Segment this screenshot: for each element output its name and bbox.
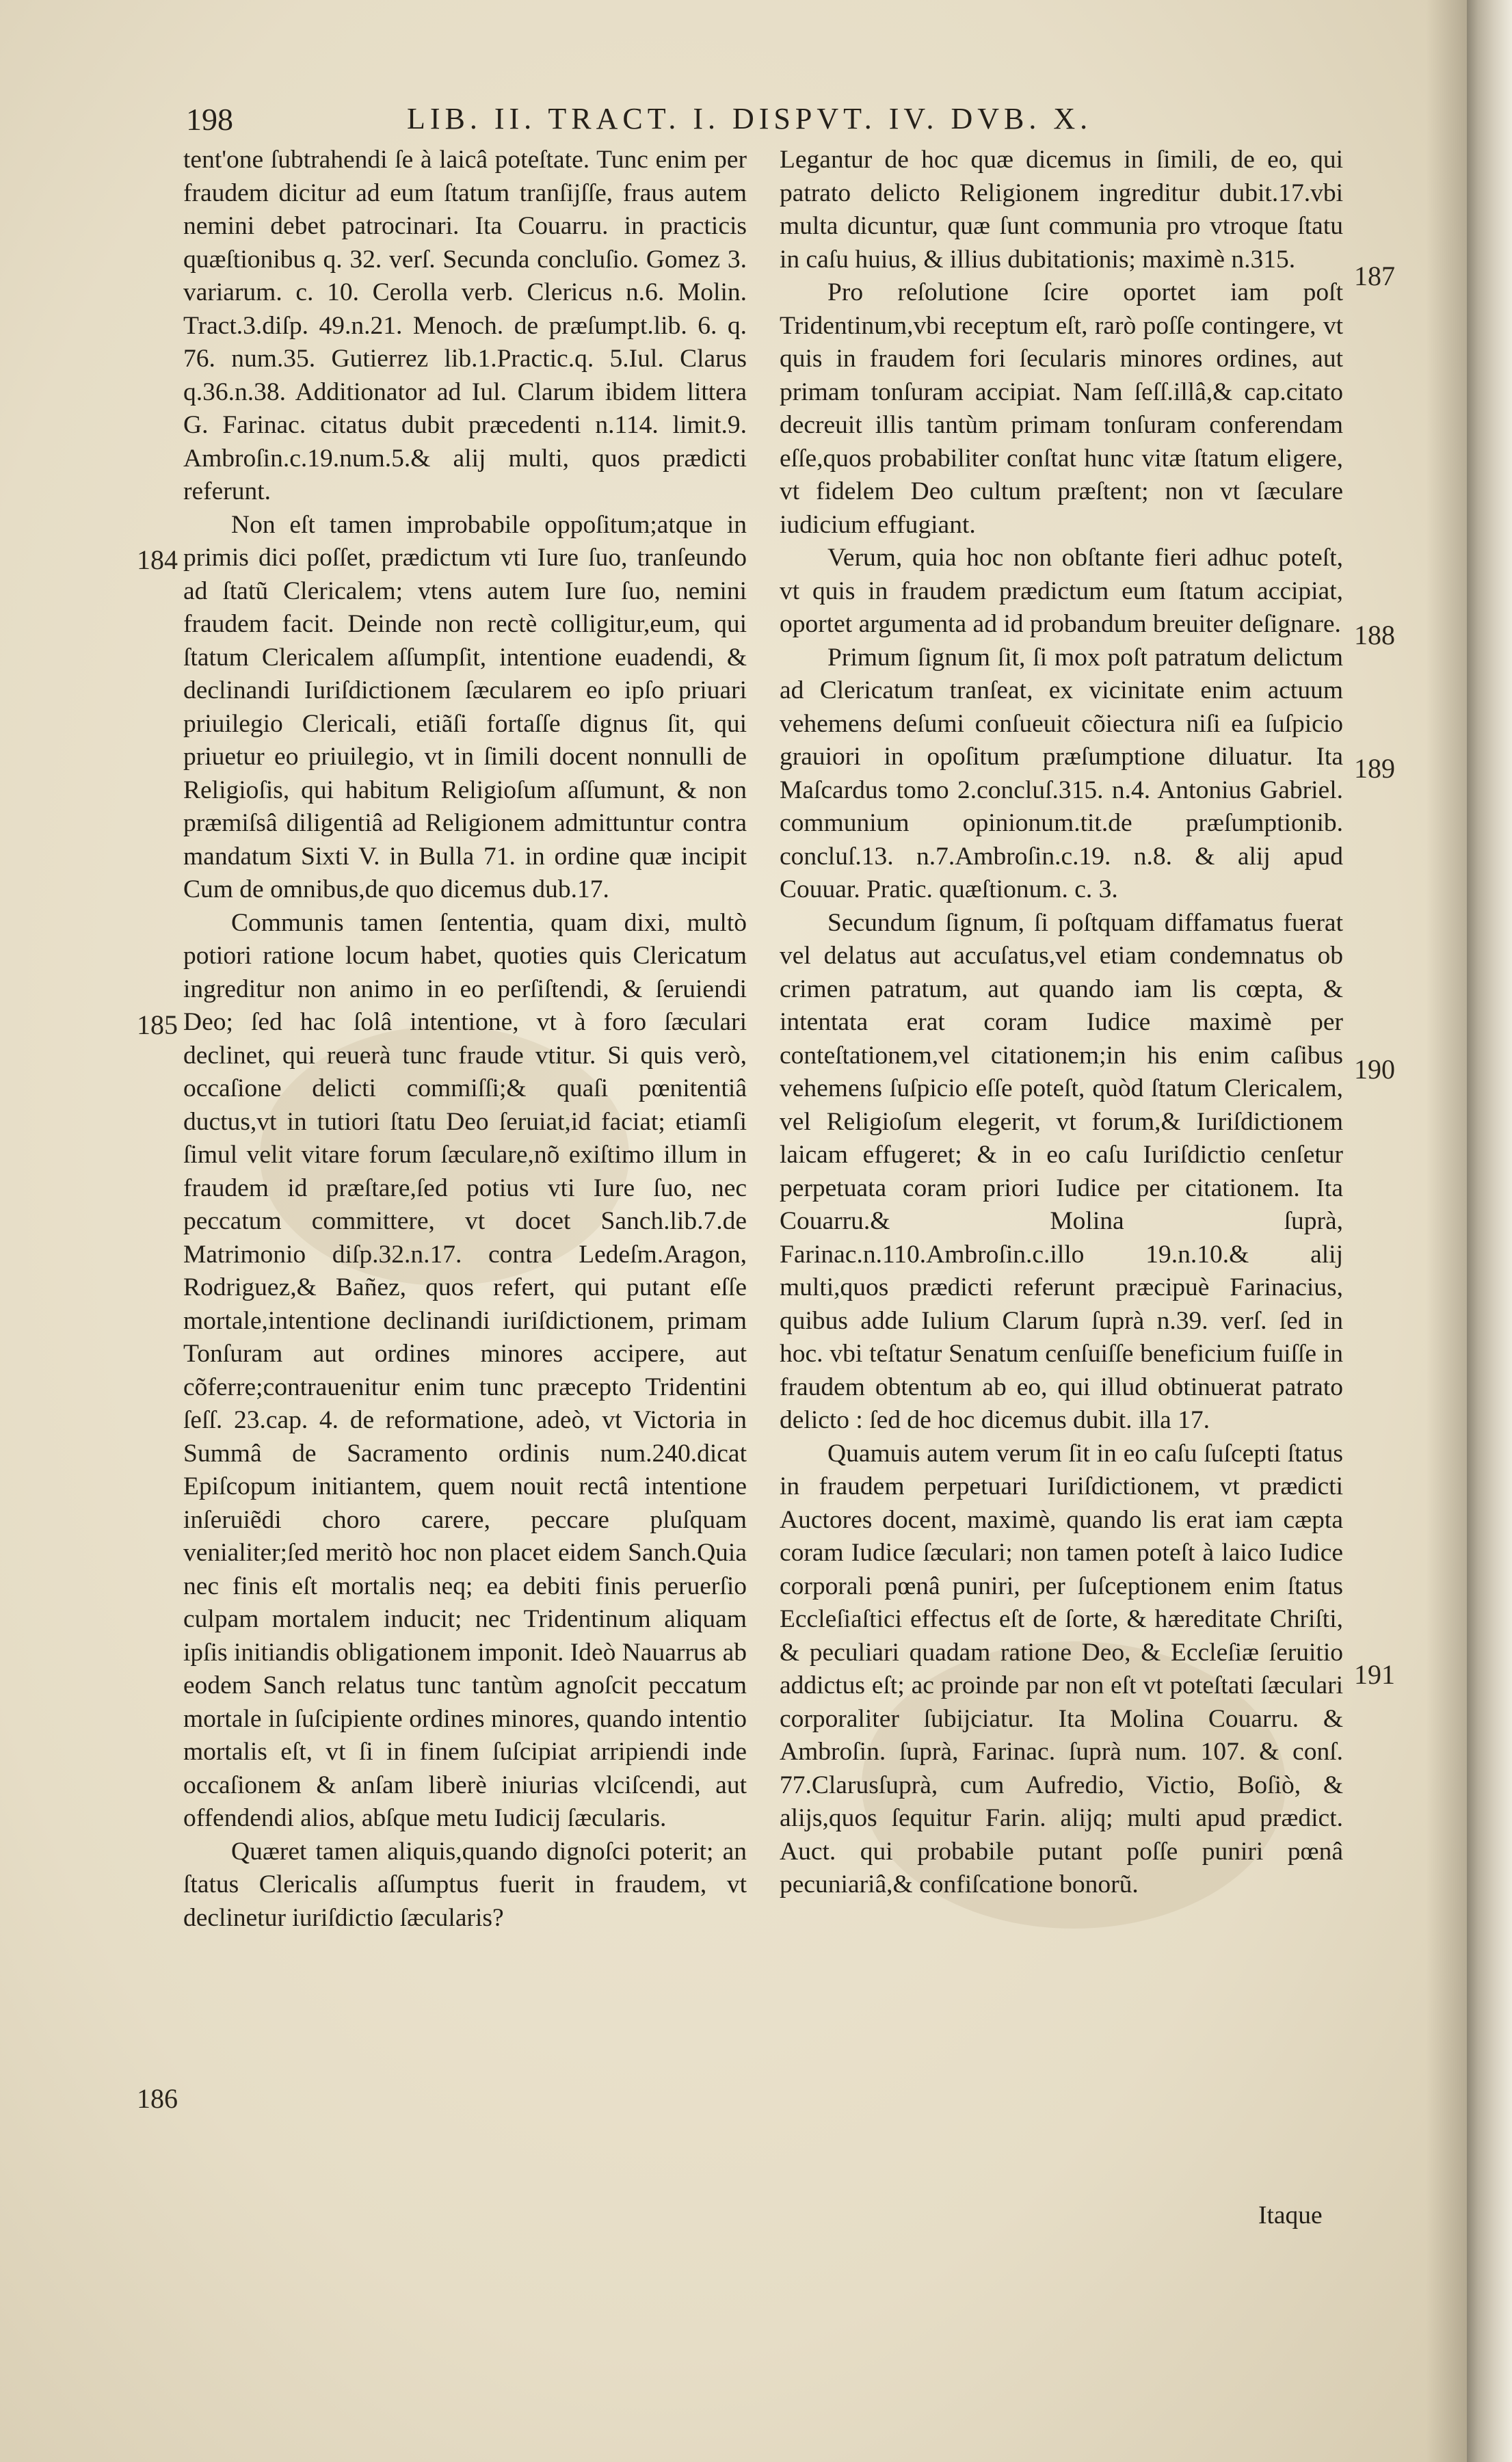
left-text-column (183, 144, 747, 1935)
margin-number: 189 (1354, 753, 1395, 784)
catchword: Itaque (1258, 2201, 1323, 2229)
margin-number: 190 (1354, 1054, 1395, 1085)
running-title: LIB. II. TRACT. I. DISPVT. IV. DVB. X. (407, 102, 1093, 135)
right-text-column (780, 144, 1343, 1902)
book-gutter (1467, 0, 1512, 2462)
margin-number: 184 (137, 544, 178, 575)
margin-number: 188 (1354, 620, 1395, 650)
margin-number: 187 (1354, 261, 1395, 291)
paragraph: tent'one ſubtrahendi ſe à laicâ poteſtate. Tunc enim per fraudem dicitur ad eum ſtatum tranſijſſe, fraus autem nemini debet patrocinari. Ita Couarru. in practicis quæſtionibus q. 32. verſ. Secunda concluſio. Gomez 3. variarum. c. 10. Cerolla verb. Clericus n.6. Molin. Tract.3.diſp. 49.n.21. Menoch. de præſumpt.lib. 6. q. 76. num.35. Gutierrez lib.1.Practic.q. 5.Iul. Clarus q.36.n.38. Additionator ad Iul. Clarum ibidem littera G. Farinac. citatus dubit præcedenti n.114. limit.9. Ambroſin.c.19.num.5.& alij multi, quos prædicti referunt. (183, 146, 747, 505)
paragraph: Quamuis autem verum ſit in eo caſu ſuſcepti ſtatus in fraudem perpetuari Iuriſdictionem, vt prædicti Auctores docent, maximè, quando lis erat iam cæpta coram Iudice ſæculari; non tamen poteſt à laico Iudice corporali pœnâ puniri, per ſuſceptionem enim ſtatus Eccleſiaſtici effectus eſt de ſorte, & hæreditate Chriſti, & peculiari quadam ratione Deo, & Eccleſiæ ſeruitio addictus eſt; ac proinde par non eſt vt poteſtati ſæculari corporaliter ſubijciatur. Ita Molina Couarru. & Ambroſin. ſuprà, Farinac. ſuprà num. 107. & conſ. 77.Clarusſuprà, cum Aufredio, Victio, Boſiò, & alijs,quos ſequitur Farin. alijq; multi apud prædict. Auct. qui probabile putant poſſe puniri pœnâ pecuniariâ,& confiſcatione bonorũ. (780, 1439, 1343, 1898)
paragraph: Pro reſolutione ſcire oportet iam poſt Tridentinum,vbi receptum eſt, rarò poſſe contingere, vt quis in fraudem fori ſecularis minores ordines, aut primam tonſuram accipiat. Nam ſeſſ.illâ,& cap.citato decreuit illis tantùm primam tonſuram conferendam eſſe,quos probabiliter conſtat hunc vitæ ſtatum eligere, vt fidelem Deo cultum præſtent; non vt ſæculare iudicium effugiant. (780, 278, 1343, 539)
paragraph: Verum, quia hoc non obſtante fieri adhuc poteſt, vt quis in fraudem prædictum eum ſtatum accipiat, oportet argumenta ad id probandum breuiter deſignare. (780, 544, 1343, 638)
paragraph: Non eſt tamen improbabile oppoſitum;atque in primis dici poſſet, prædictum vti Iure ſuo, tranſeundo ad ſtatũ Clericalem; vtens autem Iure ſuo, nemini fraudem facit. Deinde non rectè colligitur,eum, qui ſtatum Clericalem aſſumpſit, intentione euadendi, & declinandi Iuriſdictionem ſæcularem eo ipſo priuari priuilegio Clericali, etiãſi fortaſſe dignus ſit, qui priuetur eo priuilegio, vt in ſimili docent nonnulli de Religioſis, qui habitum Religioſum aſſumunt, & non præmiſsâ diligentiâ ad Religionem admittuntur contra mandatum Sixti V. in Bulla 71. in ordine quæ incipit Cum de omnibus,de quo dicemus dub.17. (183, 510, 747, 903)
paragraph: Secundum ſignum, ſi poſtquam diffamatus fuerat vel delatus aut accuſatus,vel etiam condemnatus ob crimen patratum, aut quando iam lis cœpta, & intentata erat coram Iudice maximè per conteſtationem,vel citationem;in his enim caſibus vehemens ſuſpicio eſſe poteſt, quòd ſtatum Clericalem, vel Religioſum elegerit, vt forum,& Iuriſdictionem laicam effugeret; & in eo caſu Iuriſdictio cenſetur perpetuata coram priori Iudice per citationem. Ita Couarru.& Molina ſuprà, Farinac.n.110.Ambroſin.c.illo 19.n.10.& alij multi,quos prædicti referunt præcipuè Farinacius, quibus adde Iulium Clarum ſuprà n.39. verſ. ſed in hoc. vbi teſtatur Senatum cenſuiſſe beneficium fuiſſe in fraudem obtentum ab eo, qui illud obtinuerat patrato delicto : ſed de hoc dicemus dubit. illa 17. (780, 908, 1343, 1434)
margin-number: 186 (137, 2083, 178, 2114)
paragraph: Legantur de hoc quæ dicemus in ſimili, de eo, qui patrato delicto Religionem ingreditur dubit.17.vbi multa dicuntur, quæ ſunt communia pro vtroque ſtatu in caſu huius, & illius dubitationis; maximè n.315. (780, 146, 1343, 274)
paragraph: Primum ſignum ſit, ſi mox poſt patratum delictum ad Clericatum tranſeat, ex vicinitate enim actuum vehemens deſumi conſueuit cõiectura niſi ea ſuſpicio grauiori in opoſitum præſumptione diluatur. Ita Maſcardus tomo 2.concluſ.315. n.4. Antonius Gabriel. communium opinionum.tit.de præſumptionib. concluſ.13. n.7.Ambroſin.c.19. n.8. & alij apud Couuar. Pratic. quæſtionum. c. 3. (780, 643, 1343, 903)
margin-number: 191 (1354, 1659, 1395, 1690)
paragraph: Communis tamen ſententia, quam dixi, multò potiori ratione locum habet, quoties quis Clericatum ingreditur non animo in eo perſiſtendi, & ſeruiendi Deo; ſed hac ſolâ intentione, vt à foro ſæculari declinet, qui reuerà tunc fraude vtitur. Si quis verò, occaſione delicti commiſſi;& quaſi pœnitentiâ ductus,vt in tutiori ſtatu Deo ſeruiat,id faciat; etiamſi ſimul velit vitare forum ſæculare,nõ exiſtimo illum in fraudem id præſtare,ſed potius vti Iure ſuo, nec peccatum committere, vt docet Sanch.lib.7.de Matrimonio diſp.32.n.17. contra Ledeſm.Aragon, Rodriguez,& Bañez, quos refert, qui putant eſſe mortale,intentione declinandi iuriſdictionem, primam Tonſuram aut ordines minores accipere, aut cõferre;contrauenitur enim tunc præcepto Tridentini ſeſſ. 23.cap. 4. de reformatione, adeò, vt Victoria in Summâ de Sacramento ordinis num.240.dicat Epiſcopum initiantem, quem nouit rectâ intentione inſeruiẽdi choro carere, peccare pluſquam venialiter;ſed meritò hoc non placet eidem Sanch.Quia nec finis eſt mortalis neq; ea debiti finis peruerſio culpam mortalem inducit; nec Tridentinum aliquam ipſis initiandis obligationem imponit. Ideò Nauarrus ab eodem Sanch relatus tunc tantùm agnoſcit peccatum mortale in ſuſcipiente ordines minores, quando intentio mortalis eſt, vt ſi in finem ſuſcipiat arripiendi inde occaſionem & anſam liberè iniurias vlciſcendi, aut offendendi alios, abſque metu Iudicij ſæcularis. (183, 908, 747, 1832)
paragraph: Quæret tamen aliquis,quando dignoſci poterit; an ſtatus Clericalis aſſumptus fuerit in fraudem, vt declinetur iuriſdictio ſæcularis? (183, 1837, 747, 1932)
page-number: 198 (186, 102, 233, 137)
margin-number: 185 (137, 1009, 178, 1040)
